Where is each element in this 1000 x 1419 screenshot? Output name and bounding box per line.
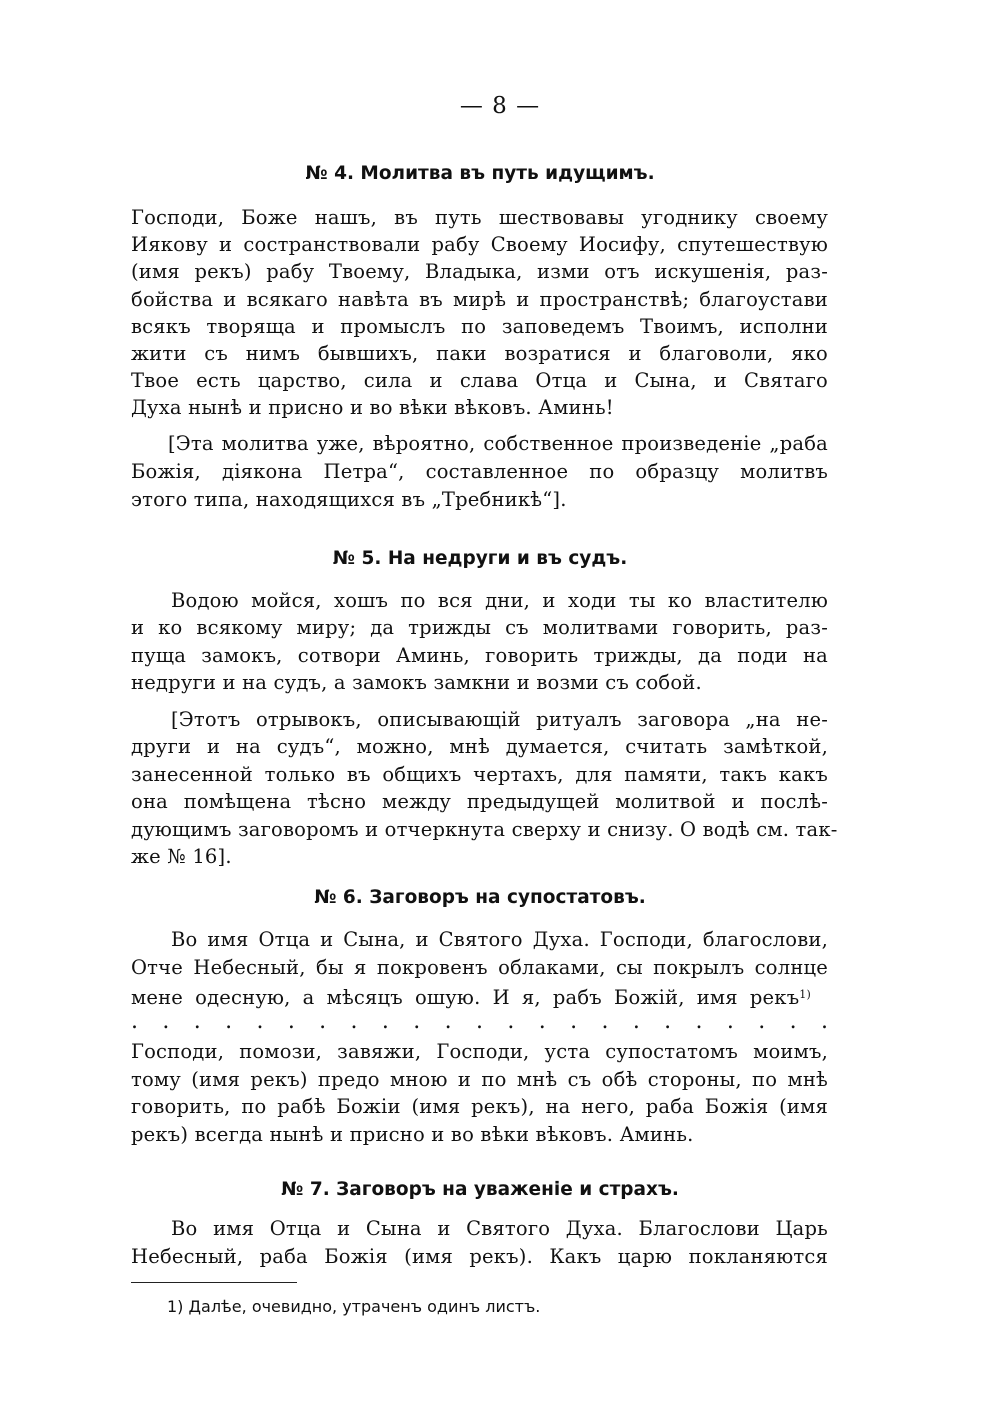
text-line-content: мене одесную, а мѣсяцъ ошую. И я, рабъ Божій, имя рекъ	[131, 986, 800, 1009]
text-line: Небесный, раба Божія (имя рекъ). Какъ царю покланяются	[131, 1244, 828, 1268]
text-line: всякъ творяща и промыслъ по заповедемъ Твоимъ, исполни	[131, 314, 828, 338]
text-line: [Эта молитва уже, вѣроятно, собственное произведеніе „раба	[168, 432, 828, 455]
text-line: Божія, діякона Петра“, составленное по образцу молитвъ	[131, 460, 828, 483]
text-line: дующимъ заговоромъ и отчеркнута сверху и снизу. О водѣ см. так-	[131, 817, 838, 841]
text-line: Отче Небесный, бы я покровенъ облаками, сы покрылъ солнце	[131, 955, 828, 979]
paragraph-no7-charm	[131, 1215, 828, 1270]
omission-dots: . . . . . . . . . . . . . . . . . . . . . . .	[131, 1009, 828, 1034]
text-line: же № 16].	[131, 845, 232, 869]
paragraph-no5-charm	[131, 587, 828, 696]
text-line: (имя рекъ) рабу Твоему, Владыка, изми отъ искушенія, раз-	[131, 260, 828, 284]
text-line: Твое есть царство, сила и слава Отца и Сына, и Святаго	[131, 369, 828, 393]
paragraph-no6-continuation	[131, 1038, 828, 1148]
footnote	[167, 1297, 540, 1316]
text-line: недруги и на судъ, а замокъ замкни и возми съ собой.	[131, 670, 702, 694]
paragraph-no5-commentary	[131, 706, 838, 870]
footnote-reference: 1)	[799, 988, 811, 1001]
paragraph-no6-charm	[131, 926, 828, 1012]
text-line: рекъ) всегда нынѣ и присно и во вѣки вѣковъ. Аминь.	[131, 1122, 694, 1146]
footnote-rule	[131, 1282, 297, 1283]
heading-no5: № 5. На недруги и въ судъ.	[332, 548, 628, 569]
page-number: — 8 —	[459, 93, 541, 119]
text-line: этого типа, находящихся въ „Требникѣ“].	[131, 488, 567, 511]
text-line: бойства и всякаго навѣта въ мирѣ и пространствѣ; благоустави	[131, 287, 828, 311]
text-line	[131, 981, 811, 1012]
text-line: Господи, помози, завяжи, Господи, уста супостатомъ моимъ,	[131, 1040, 828, 1063]
text-line: Духа нынѣ и присно и во вѣки вѣковъ. Аминь!	[131, 396, 614, 420]
text-line: Во имя Отца и Сына, и Святого Духа. Господи, благослови,	[171, 928, 828, 951]
text-line: [Этотъ отрывокъ, описывающій ритуалъ заговора „на не-	[171, 708, 828, 731]
text-line: Водою мойся, хошъ по вся дни, и ходи ты ко властителю	[171, 589, 828, 612]
text-line: тому (имя рекъ) предо мною и по мнѣ съ обѣ стороны, по мнѣ	[131, 1067, 828, 1091]
text-line: говорить, по рабѣ Божіи (имя рекъ), на него, раба Божія (имя	[131, 1095, 828, 1118]
text-line: она помѣщена тѣсно между предыдущей молитвой и послѣ-	[131, 790, 828, 814]
paragraph-no4-commentary	[131, 430, 828, 514]
text-line: Иякову и состранствовали рабу Своему Иосифу, спутешествую	[131, 233, 828, 257]
heading-no6: № 6. Заговоръ на супостатовъ.	[314, 887, 646, 908]
footnote-text: Далѣе, очевидно, утраченъ одинъ листъ.	[188, 1297, 541, 1316]
text-line: други и на судъ“, можно, мнѣ думается, считать замѣткой,	[131, 735, 828, 759]
text-line: занесенной только въ общихъ чертахъ, для памяти, такъ какъ	[131, 762, 828, 786]
text-line: Господи, Боже нашъ, въ путь шествовавы угоднику своему	[131, 206, 828, 229]
heading-no7: № 7. Заговоръ на уваженіе и страхъ.	[281, 1179, 679, 1200]
paragraph-no4-prayer	[131, 204, 828, 422]
text-line: жити съ нимъ бывшихъ, паки возратися и благоволи, яко	[131, 342, 828, 366]
text-line: и ко всякому миру; да трижды съ молитвами говорить, раз-	[131, 616, 828, 640]
text-line: пуща замокъ, сотвори Аминь, говорить трижды, да поди на	[131, 643, 828, 667]
heading-no4: № 4. Молитва въ путь идущимъ.	[305, 163, 655, 184]
text-line: Во имя Отца и Сына и Святого Духа. Благослови Царь	[171, 1217, 828, 1240]
footnote-mark: 1)	[167, 1297, 184, 1316]
